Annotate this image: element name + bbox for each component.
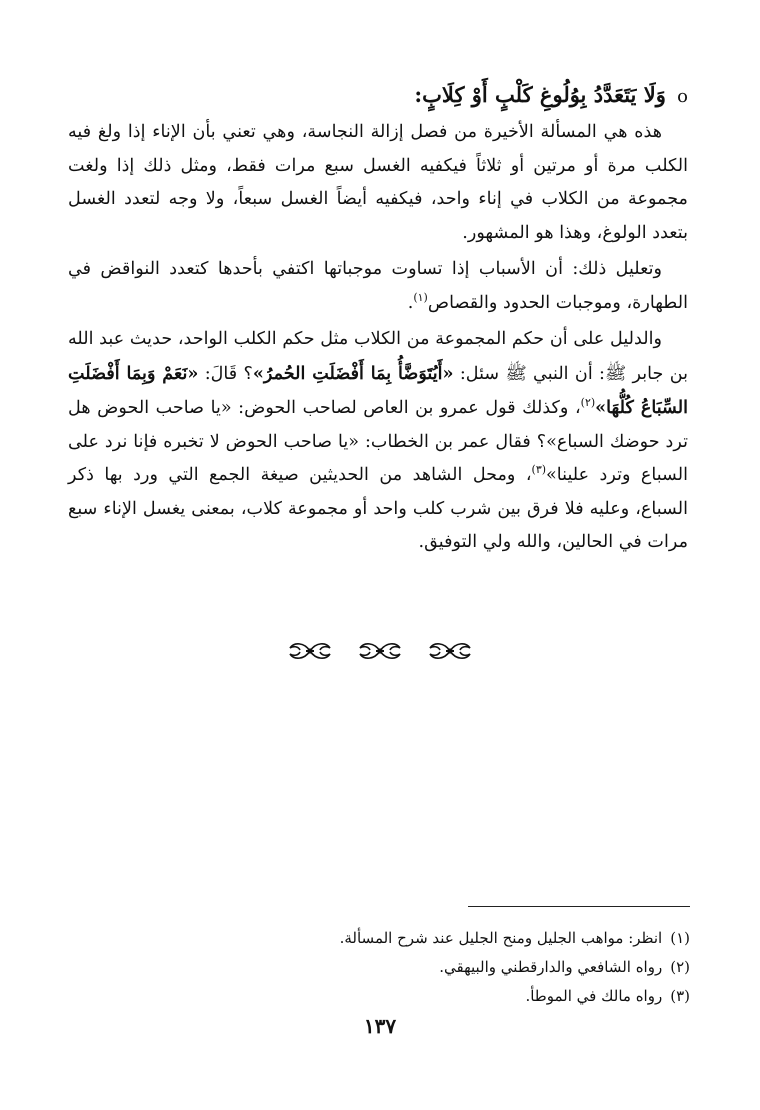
paragraph-2-end: . (407, 292, 414, 313)
footnote-3 (68, 982, 690, 1011)
footnote-text: انظر: مواهب الجليل ومنح الجليل عند شرح المسألة. (339, 929, 663, 947)
section-end-ornaments (0, 640, 760, 662)
footnote-2 (68, 953, 690, 982)
paragraph-1: هذه هي المسألة الأخيرة من فصل إزالة النجاسة، وهي تعني بأن الإناء إذا ولغ فيه الكلب مرة أو مرتين أو ثلاثاً فيكفيه الغسل سبع مرات فقط، ومثل ذلك إذا ولغت مجموعة من الكلاب في إناء واحد، فيكفيه أيضاً الغسل سبعاً، ولا وجه لتعدد الغسل بتعدد الولوغ، وهذا هو المشهور. (68, 122, 688, 243)
heading-bullet: o (677, 86, 688, 107)
hadith-quote-2: «نَعَمْ وَبِمَا أَفْضَلَتِ السِّبَاعُ كُلُّهَا» (68, 362, 688, 418)
main-text (68, 78, 688, 563)
footnote-text: رواه مالك في الموطأ. (525, 987, 663, 1005)
footnote-text: رواه الشافعي والدارقطني والبيهقي. (439, 958, 663, 976)
footnote-number: (١) (670, 929, 690, 947)
page-number: ١٣٧ (363, 1014, 397, 1038)
paragraph-3-b: ؟ قَالَ: (198, 363, 253, 384)
footnote-ref-3: (٣) (531, 463, 547, 477)
heading-text: وَلَا يَتَعَدَّدُ بِوُلُوغِ كَلْبٍ أَوْ كِلَابٍ: (414, 82, 666, 107)
footnote-1 (68, 924, 690, 953)
section-heading (68, 78, 688, 114)
footnote-number: (٣) (670, 987, 690, 1005)
paragraph-3 (68, 323, 688, 560)
footnote-number: (٢) (670, 958, 690, 976)
floral-ornament-icon (426, 640, 474, 662)
footnotes (68, 924, 690, 1011)
paragraph-3-d: ، ومحل الشاهد من الحديثين صيغة الجمع التي ورد بها ذكر السباع، وعليه فلا فرق بين شرب كلب واحد أو مجموعة كلاب، بمعنى يغسل الإناء سبع مرات في الحالين، والله ولي التوفيق. (68, 465, 688, 552)
footnote-ref-1: (١) (413, 290, 428, 304)
paragraph-2-text: وتعليل ذلك: أن الأسباب إذا تساوت موجباتها اكتفي بأحدها كتعدد النواقض في الطهارة، وموجبات الحدود والقصاص (68, 259, 688, 313)
floral-ornament-icon (356, 640, 404, 662)
paragraph-2 (68, 253, 688, 320)
footnote-ref-2: (٢) (580, 396, 596, 410)
paragraph-3-a: والدليل على أن حكم المجموعة من الكلاب مثل حكم الكلب الواحد، حديث عبد الله بن جابر ﷺ: أن النبي ﷺ سئل: (68, 329, 688, 384)
hadith-quote-1: «أَيُتَوَضَّأُ بِمَا أَفْضَلَتِ الحُمرُ» (252, 362, 454, 384)
floral-ornament-icon (286, 640, 334, 662)
footnote-separator (468, 906, 690, 907)
paragraph-3-c: ، وكذلك قول عمرو بن العاص لصاحب الحوض: «يا صاحب الحوض هل ترد حوضك السباع»؟ فقال عمر بن الخطاب: «يا صاحب الحوض لا تخبره فإنا نرد على السباع وترد علينا» (68, 398, 689, 485)
